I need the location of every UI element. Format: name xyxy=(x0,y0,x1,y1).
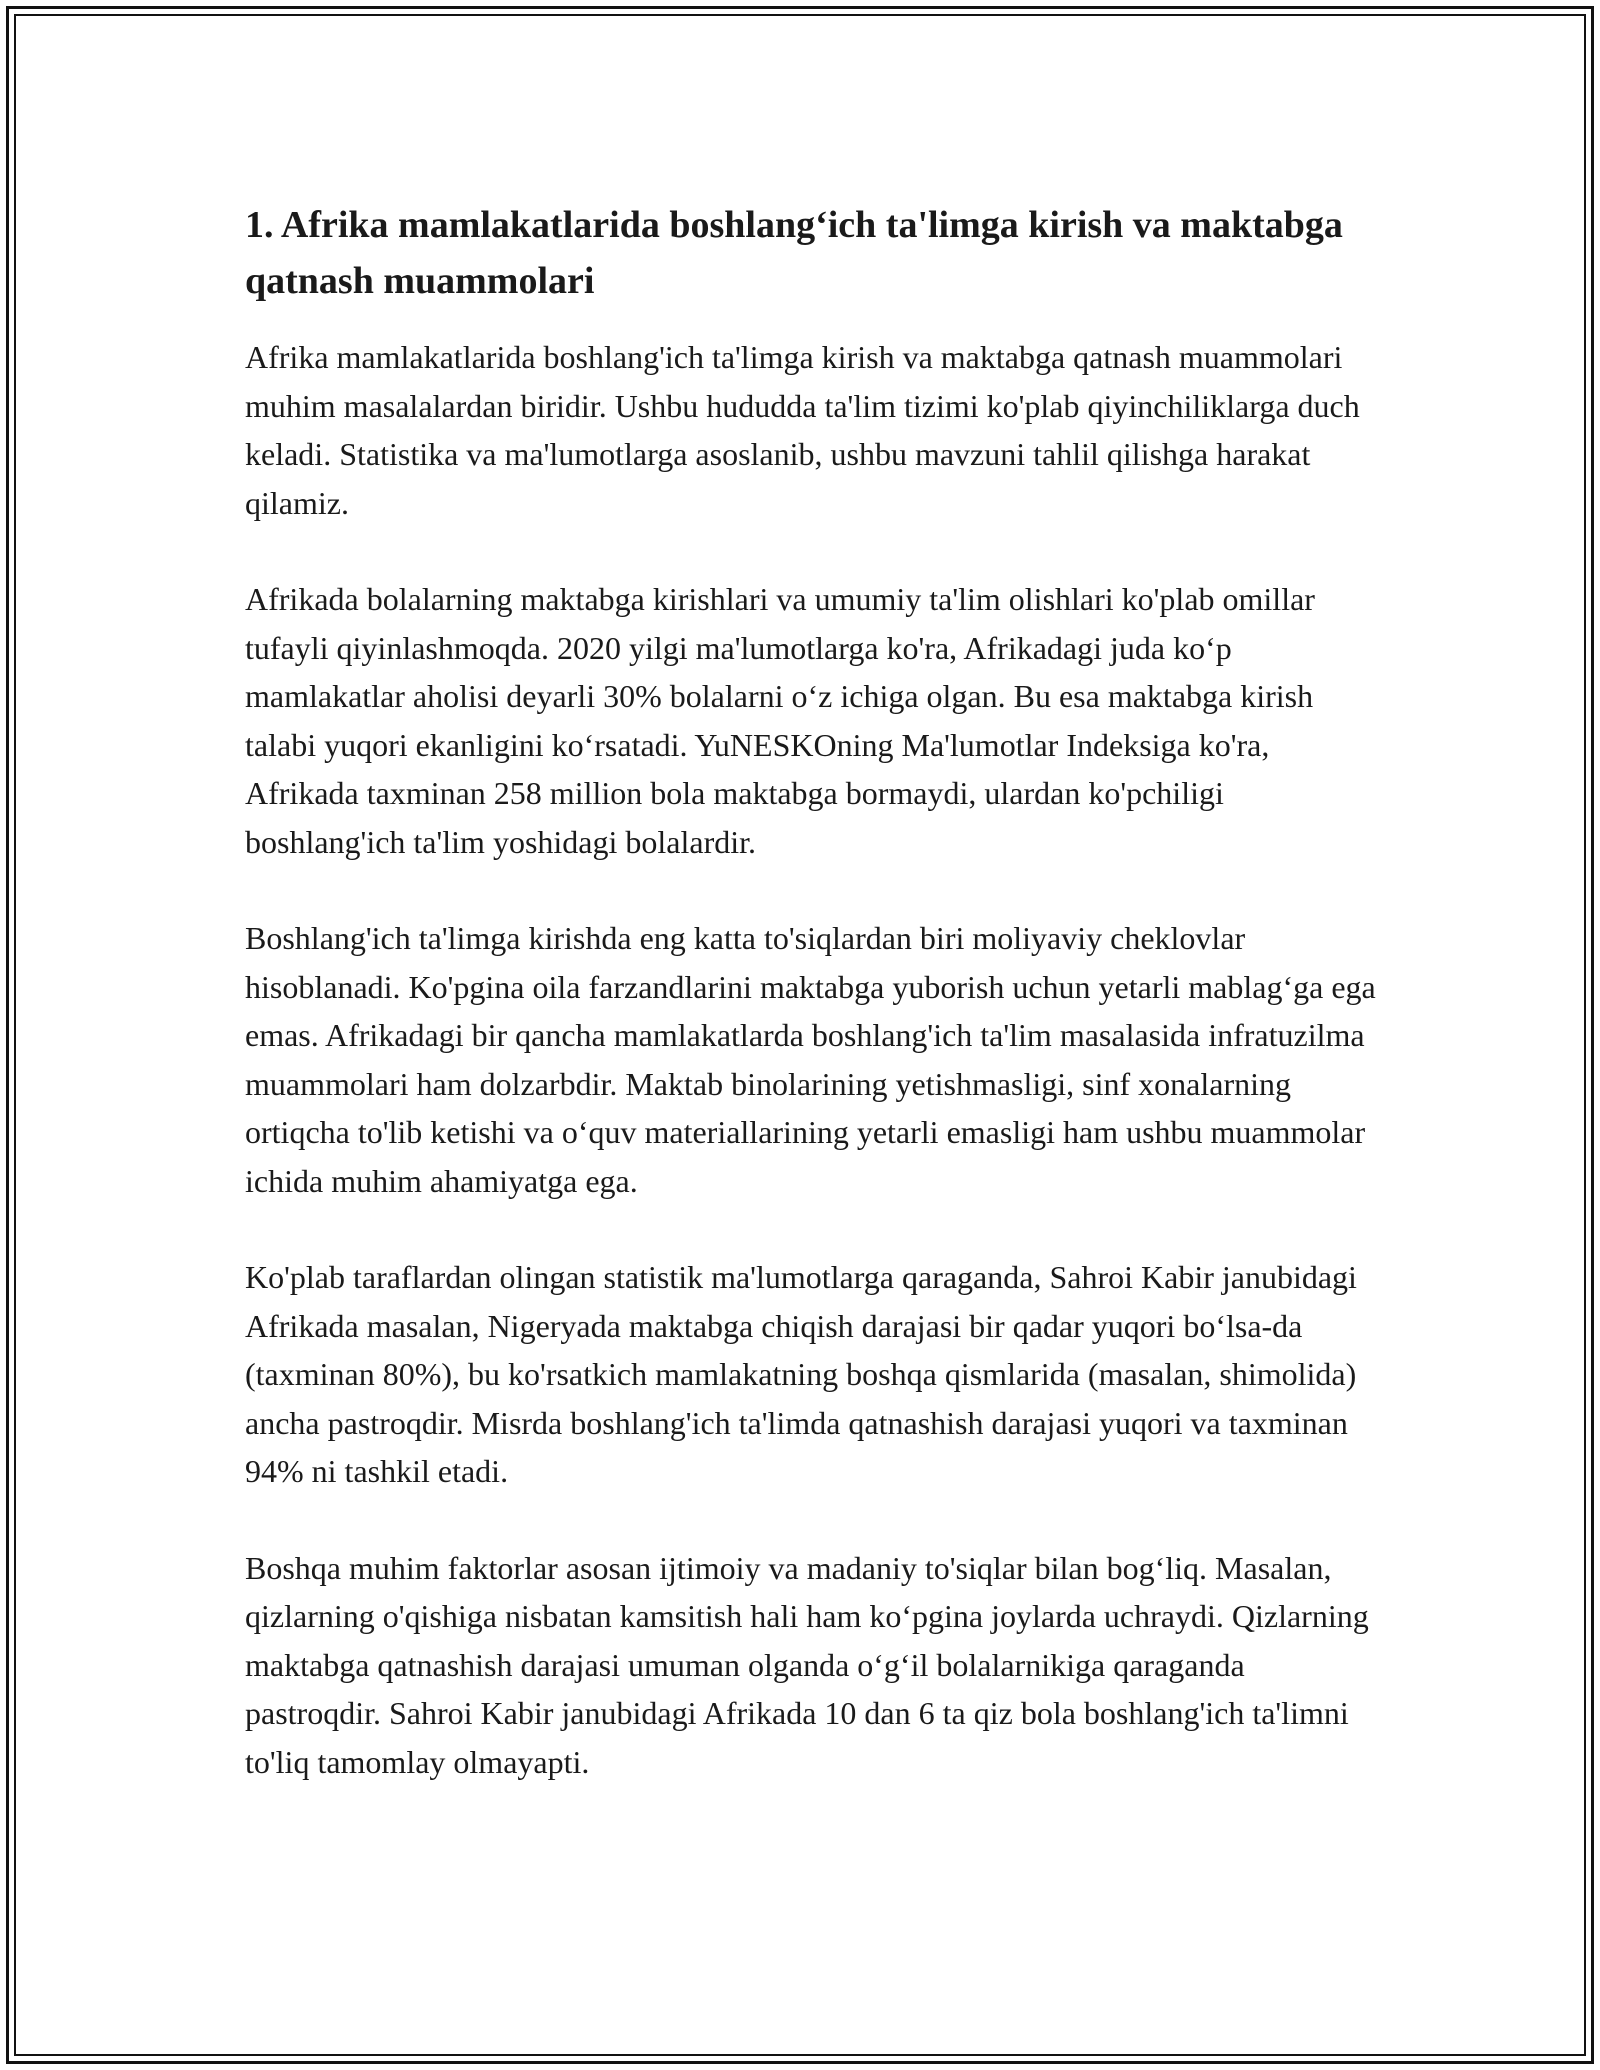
paragraph-financial-barriers: Boshlang'ich ta'limga kirishda eng katta to'siqlardan biri moliyaviy cheklovlar hisoblanadi. Ko'pgina oila farzandlarini maktabga yuborish uchun yetarli mablag‘ga ega emas. Afrikadagi bir qancha mamlakatlarda boshlang'ich ta'lim masalasida infratuzilma muammolari ham dolzarbdir. Maktab binolarining yetishmasligi, sinf xonalarning ortiqcha to'lib ketishi va o‘quv materiallarining yetarli emasligi ham ushbu muammolar ichida muhim ahamiyatga ega. xyxy=(245,920,1376,1199)
paragraph-intro: Afrika mamlakatlarida boshlang'ich ta'limga kirish va maktabga qatnash muammolari muhim masalalardan biridir. Ushbu hududda ta'lim tizimi ko'plab qiyinchiliklarga duch keladi. Statistika va ma'lumotlarga asoslanib, ushbu mavzuni tahlil qilishga harakat qilamiz. xyxy=(245,339,1360,521)
paragraph-enrollment-statistics: Afrikada bolalarning maktabga kirishlari va umumiy ta'lim olishlari ko'plab omillar tufayli qiyinlashmoqda. 2020 yilgi ma'lumotlarga ko'ra, Afrikadagi juda ko‘p mamlakatlar aholisi deyarli 30% bolalarni o‘z ichiga olgan. Bu esa maktabga kirish talabi yuqori ekanligini ko‘rsatadi. YuNESKOning Ma'lumotlar Indeksiga ko'ra, Afrikada taxminan 258 million bola maktabga bormaydi, ulardan ko'pchiligi boshlang'ich ta'lim yoshidagi bolalardir. xyxy=(245,581,1315,860)
page-frame xyxy=(6,6,1594,2064)
paragraph-social-cultural-barriers: Boshqa muhim faktorlar asosan ijtimoiy va madaniy to'siqlar bilan bog‘liq. Masalan, qizlarning o'qishiga nisbatan kamsitish hali ham ko‘pgina joylarda uchraydi. Qizlarning maktabga qatnashish darajasi umuman olganda o‘g‘il bolalarnikiga qaraganda pastroqdir. Sahroi Kabir janubidagi Afrikada 10 dan 6 ta qiz bola boshlang'ich ta'limni to'liq tamomlay olmayapti. xyxy=(245,1549,1369,1780)
paragraph-regional-statistics: Ko'plab taraflardan olingan statistik ma'lumotlarga qaraganda, Sahroi Kabir janubidagi Afrikada masalan, Nigeryada maktabga chiqish darajasi bir qadar yuqori bo‘lsa-da (taxminan 80%), bu ko'rsatkich mamlakatning boshqa qismlarida (masalan, shimolida) ancha pastroqdir. Misrda boshlang'ich ta'limda qatnashish darajasi yuqori va taxminan 94% ni tashkil etadi. xyxy=(245,1259,1357,1489)
document-title: 1. Afrika mamlakatlarida boshlang‘ich ta'limga kirish va maktabga qatnash muammolari xyxy=(245,204,1343,302)
document-body xyxy=(245,197,1385,1834)
